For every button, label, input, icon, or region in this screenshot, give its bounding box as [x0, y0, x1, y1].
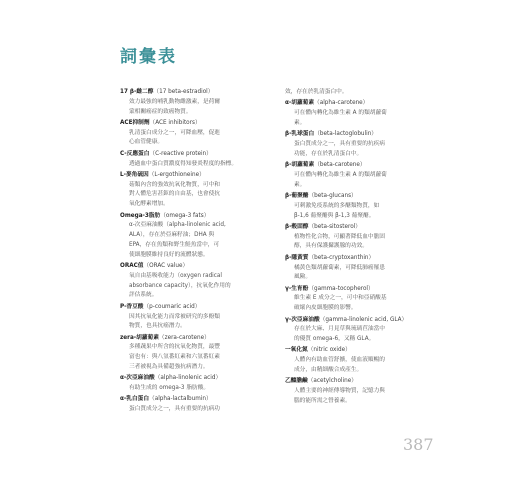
glossary-definition-line: α-次亞麻油酸（alpha-linolenic acid,	[129, 222, 226, 229]
glossary-definition-line: 素。	[294, 119, 306, 126]
glossary-entry	[120, 303, 270, 332]
glossary-entry	[285, 316, 435, 345]
glossary-term-en: （beta-sitosterol）	[308, 223, 361, 230]
glossary-definition-line: 蛋白質成分之一，具有重要的抗疾病	[294, 140, 385, 147]
glossary-definition-line: 的優質 omega-6，又稱 GLA。	[294, 336, 375, 343]
glossary-definition-line: 對人體危害甚鉅的自由基，也會使抗	[129, 191, 220, 198]
glossary-entry	[120, 119, 270, 148]
glossary-term-en: （beta-glucans）	[308, 192, 357, 199]
glossary-term-en: （gamma-linolenic acid, GLA）	[319, 316, 408, 323]
glossary-term-en: （zera-carotene）	[158, 334, 210, 341]
glossary-definition-line: 三者被視為具備超強抗病潛力。	[129, 364, 209, 371]
glossary-entry	[120, 374, 270, 394]
glossary-definition-line: 維生素 E 成分之一，可中和亞硝酸基	[294, 295, 387, 302]
glossary-definition-line: 有助生成的 omega-3 脂肪酸。	[129, 385, 210, 392]
glossary-term-zh: β-葡聚醣	[285, 192, 309, 199]
glossary-definition-line: EPA，存在魚類和野生鮭魚當中，可	[129, 241, 220, 248]
glossary-definition-line: 氧自由基吸收能力（oxygen radical	[129, 272, 222, 279]
glossary-definition-line: 評估系統。	[129, 292, 158, 299]
glossary-term-zh: P-香豆酸	[120, 303, 144, 310]
glossary-term-zh: α-次亞麻油酸	[120, 375, 155, 382]
glossary-term	[120, 150, 270, 160]
glossary-definition-line: 醇，具有保護攝護腺的功效。	[294, 243, 368, 250]
glossary-term-en: （nitric oxide）	[307, 347, 351, 354]
page-title: 詞彙表	[120, 47, 177, 67]
glossary-entry	[285, 88, 435, 98]
glossary-definition-line: 富也有：與八氫番紅素和六氫番紅素	[129, 354, 220, 361]
glossary-term-en: （beta-cryptoxanthin）	[308, 254, 375, 261]
glossary-definition-line: 存在於大麻、月見草與琉璃苣油當中	[294, 326, 385, 333]
glossary-term	[285, 192, 435, 202]
glossary-term	[285, 254, 435, 264]
glossary-term	[285, 377, 435, 387]
glossary-term	[120, 334, 270, 344]
glossary-definition-line: 素。	[294, 181, 306, 188]
glossary-term-en: （17 beta-estradiol）	[153, 89, 214, 95]
glossary-term-en: （alpha-linolenic acid）	[154, 375, 222, 382]
glossary-definition-line: 植物性化合物，可顯著降低血中膽固	[294, 233, 385, 240]
glossary-term-zh: β-隱黃質	[285, 254, 309, 261]
glossary-term-zh: Omega-3脂肪	[120, 212, 161, 219]
glossary-term	[120, 119, 270, 129]
glossary-term	[120, 88, 270, 98]
glossary-term	[120, 171, 270, 181]
glossary-entry	[285, 254, 435, 283]
glossary-term-en: （acetylcholine）	[307, 378, 357, 385]
glossary-entry	[120, 150, 270, 170]
glossary-term-en: （beta-lactoglobulin）	[314, 131, 377, 138]
glossary-entry	[285, 223, 435, 252]
glossary-definition-line: 使細胞膜維持良好的流體狀態。	[129, 251, 209, 258]
glossary-definition-line: 風險。	[294, 274, 312, 281]
glossary-definition-line: 可在體內轉化為維生素 A 的類胡蘿蔔	[294, 171, 387, 178]
glossary-term-zh: α-胡蘿蔔素	[285, 100, 315, 107]
glossary-entry	[285, 99, 435, 128]
glossary-left-column	[120, 88, 270, 417]
glossary-term-en: （L-ergothioneine）	[148, 171, 205, 178]
glossary-term	[285, 130, 435, 140]
glossary-definition-line: 橘黃色類胡蘿蔔素，可降低肺癌罹患	[294, 264, 385, 271]
glossary-definition-line: 功能，存在於乳清蛋白中。	[294, 150, 363, 157]
glossary-definition-line: 蛋白質成分之一，具有重要的抗病功	[129, 406, 220, 413]
glossary-definition-line: 多種蔬果中所含的抗氧化物質，最豐	[129, 344, 220, 351]
glossary-right-column	[285, 88, 435, 408]
glossary-term-en: （alpha-carotene）	[314, 100, 369, 107]
glossary-term	[120, 374, 270, 384]
glossary-entry	[285, 192, 435, 221]
glossary-entry	[285, 161, 435, 190]
glossary-definition-line: 菇類內含的強效抗氧化物質，可中和	[129, 181, 220, 188]
glossary-term-zh: β-胡蘿蔔素	[285, 162, 315, 169]
glossary-term-en: （beta-carotene）	[314, 162, 366, 169]
glossary-definition-line: ALA），存在於亞麻籽油；DHA 與	[129, 232, 215, 239]
glossary-term-zh: α-乳白蛋白	[120, 396, 150, 403]
glossary-definition-line: 因其抗氧化能力而常被研究的多酚類	[129, 313, 220, 320]
glossary-term-zh: ACE抑制劑	[120, 119, 150, 126]
glossary-entry	[285, 346, 435, 375]
glossary-term-zh: γ-次亞麻油酸	[285, 316, 320, 323]
glossary-definition-line: 心血管健康。	[129, 139, 164, 146]
glossary-term	[120, 212, 270, 222]
glossary-term-en: （ACE inhibitors）	[149, 119, 201, 126]
glossary-term-en: （C-reactive protein）	[149, 150, 212, 157]
glossary-entry	[285, 130, 435, 159]
glossary-entry	[120, 334, 270, 373]
glossary-entry	[285, 377, 435, 406]
glossary-definition-line: absorbance capacity），抗氧化作用的	[129, 282, 231, 289]
glossary-term	[120, 395, 270, 405]
glossary-term-en: （alpha-lactalbumin）	[149, 396, 212, 403]
glossary-term-en: （omega-3 fats）	[160, 212, 210, 219]
glossary-definition-line: 成分，由精細酸合成產生。	[294, 367, 363, 374]
glossary-entry	[120, 395, 270, 415]
glossary-term	[285, 316, 435, 326]
glossary-term-en: （gamma-tocopherol）	[308, 285, 374, 292]
glossary-term-zh: L-麥角硫因	[120, 171, 149, 178]
glossary-definition-line: 可刺激免疫系統的多醣類物質，如	[294, 202, 380, 209]
glossary-definition-line: 可在體內轉化為維生素 A 的類胡蘿蔔	[294, 110, 387, 117]
glossary-definition-line: β-1,6 葡聚醣與 β-1,3 葡聚醣。	[294, 212, 375, 219]
glossary-entry	[120, 171, 270, 210]
glossary-term-zh: 乙醯膽鹼	[285, 378, 308, 385]
glossary-term	[120, 262, 270, 272]
glossary-definition-line: 效力最強的哺乳動物雌激素，是荷爾	[129, 98, 220, 105]
glossary-term-en: （p-coumaric acid）	[143, 303, 201, 310]
glossary-term	[285, 161, 435, 171]
glossary-term-zh: 一氧化氮	[285, 347, 308, 354]
glossary-term	[120, 303, 270, 313]
glossary-definition-line: 透過血中蛋白質濃度得知發炎程度的指標。	[129, 160, 238, 167]
glossary-definition-line: 蒙相關癌症的致癌物質。	[129, 108, 192, 115]
glossary-term-zh: β-穀固醇	[285, 223, 309, 230]
glossary-definition-line: 乳清蛋白成分之一，可降血壓，促進	[129, 129, 220, 136]
glossary-definition-line: 效，存在於乳清蛋白中。	[285, 89, 348, 95]
glossary-term-zh: γ-生育酚	[285, 285, 309, 292]
glossary-definition-line: 破壞內皮細胞膜的影響。	[294, 305, 357, 312]
glossary-entry	[120, 262, 270, 301]
glossary-definition-line: 人體內有助血管舒擴，使血液順暢的	[294, 357, 385, 364]
glossary-definition-line: 物質，也具抗癌潛力。	[129, 323, 186, 330]
glossary-term	[285, 346, 435, 356]
page-number: 387	[403, 435, 434, 454]
glossary-term-zh: zera-胡蘿蔔素	[120, 334, 159, 341]
glossary-term	[285, 285, 435, 295]
glossary-term-zh: C-反應蛋白	[120, 150, 150, 157]
glossary-entry	[120, 88, 270, 117]
glossary-term-zh: ORAC值	[120, 263, 144, 270]
glossary-term-zh: β-乳球蛋白	[285, 131, 315, 138]
glossary-term-en: （ORAC value）	[143, 263, 189, 270]
glossary-definition-line: 腦的能所需之營養素。	[294, 397, 351, 404]
glossary-definition-line: 氧化酵素增加。	[129, 201, 169, 208]
glossary-entry	[285, 285, 435, 314]
glossary-term	[285, 99, 435, 109]
glossary-definition-line: 人體主要的神經傳導物質，記憶力與	[294, 388, 385, 395]
glossary-term-zh: 17 β-雌二醇	[120, 89, 154, 95]
glossary-entry	[120, 212, 270, 261]
glossary-term	[285, 223, 435, 233]
